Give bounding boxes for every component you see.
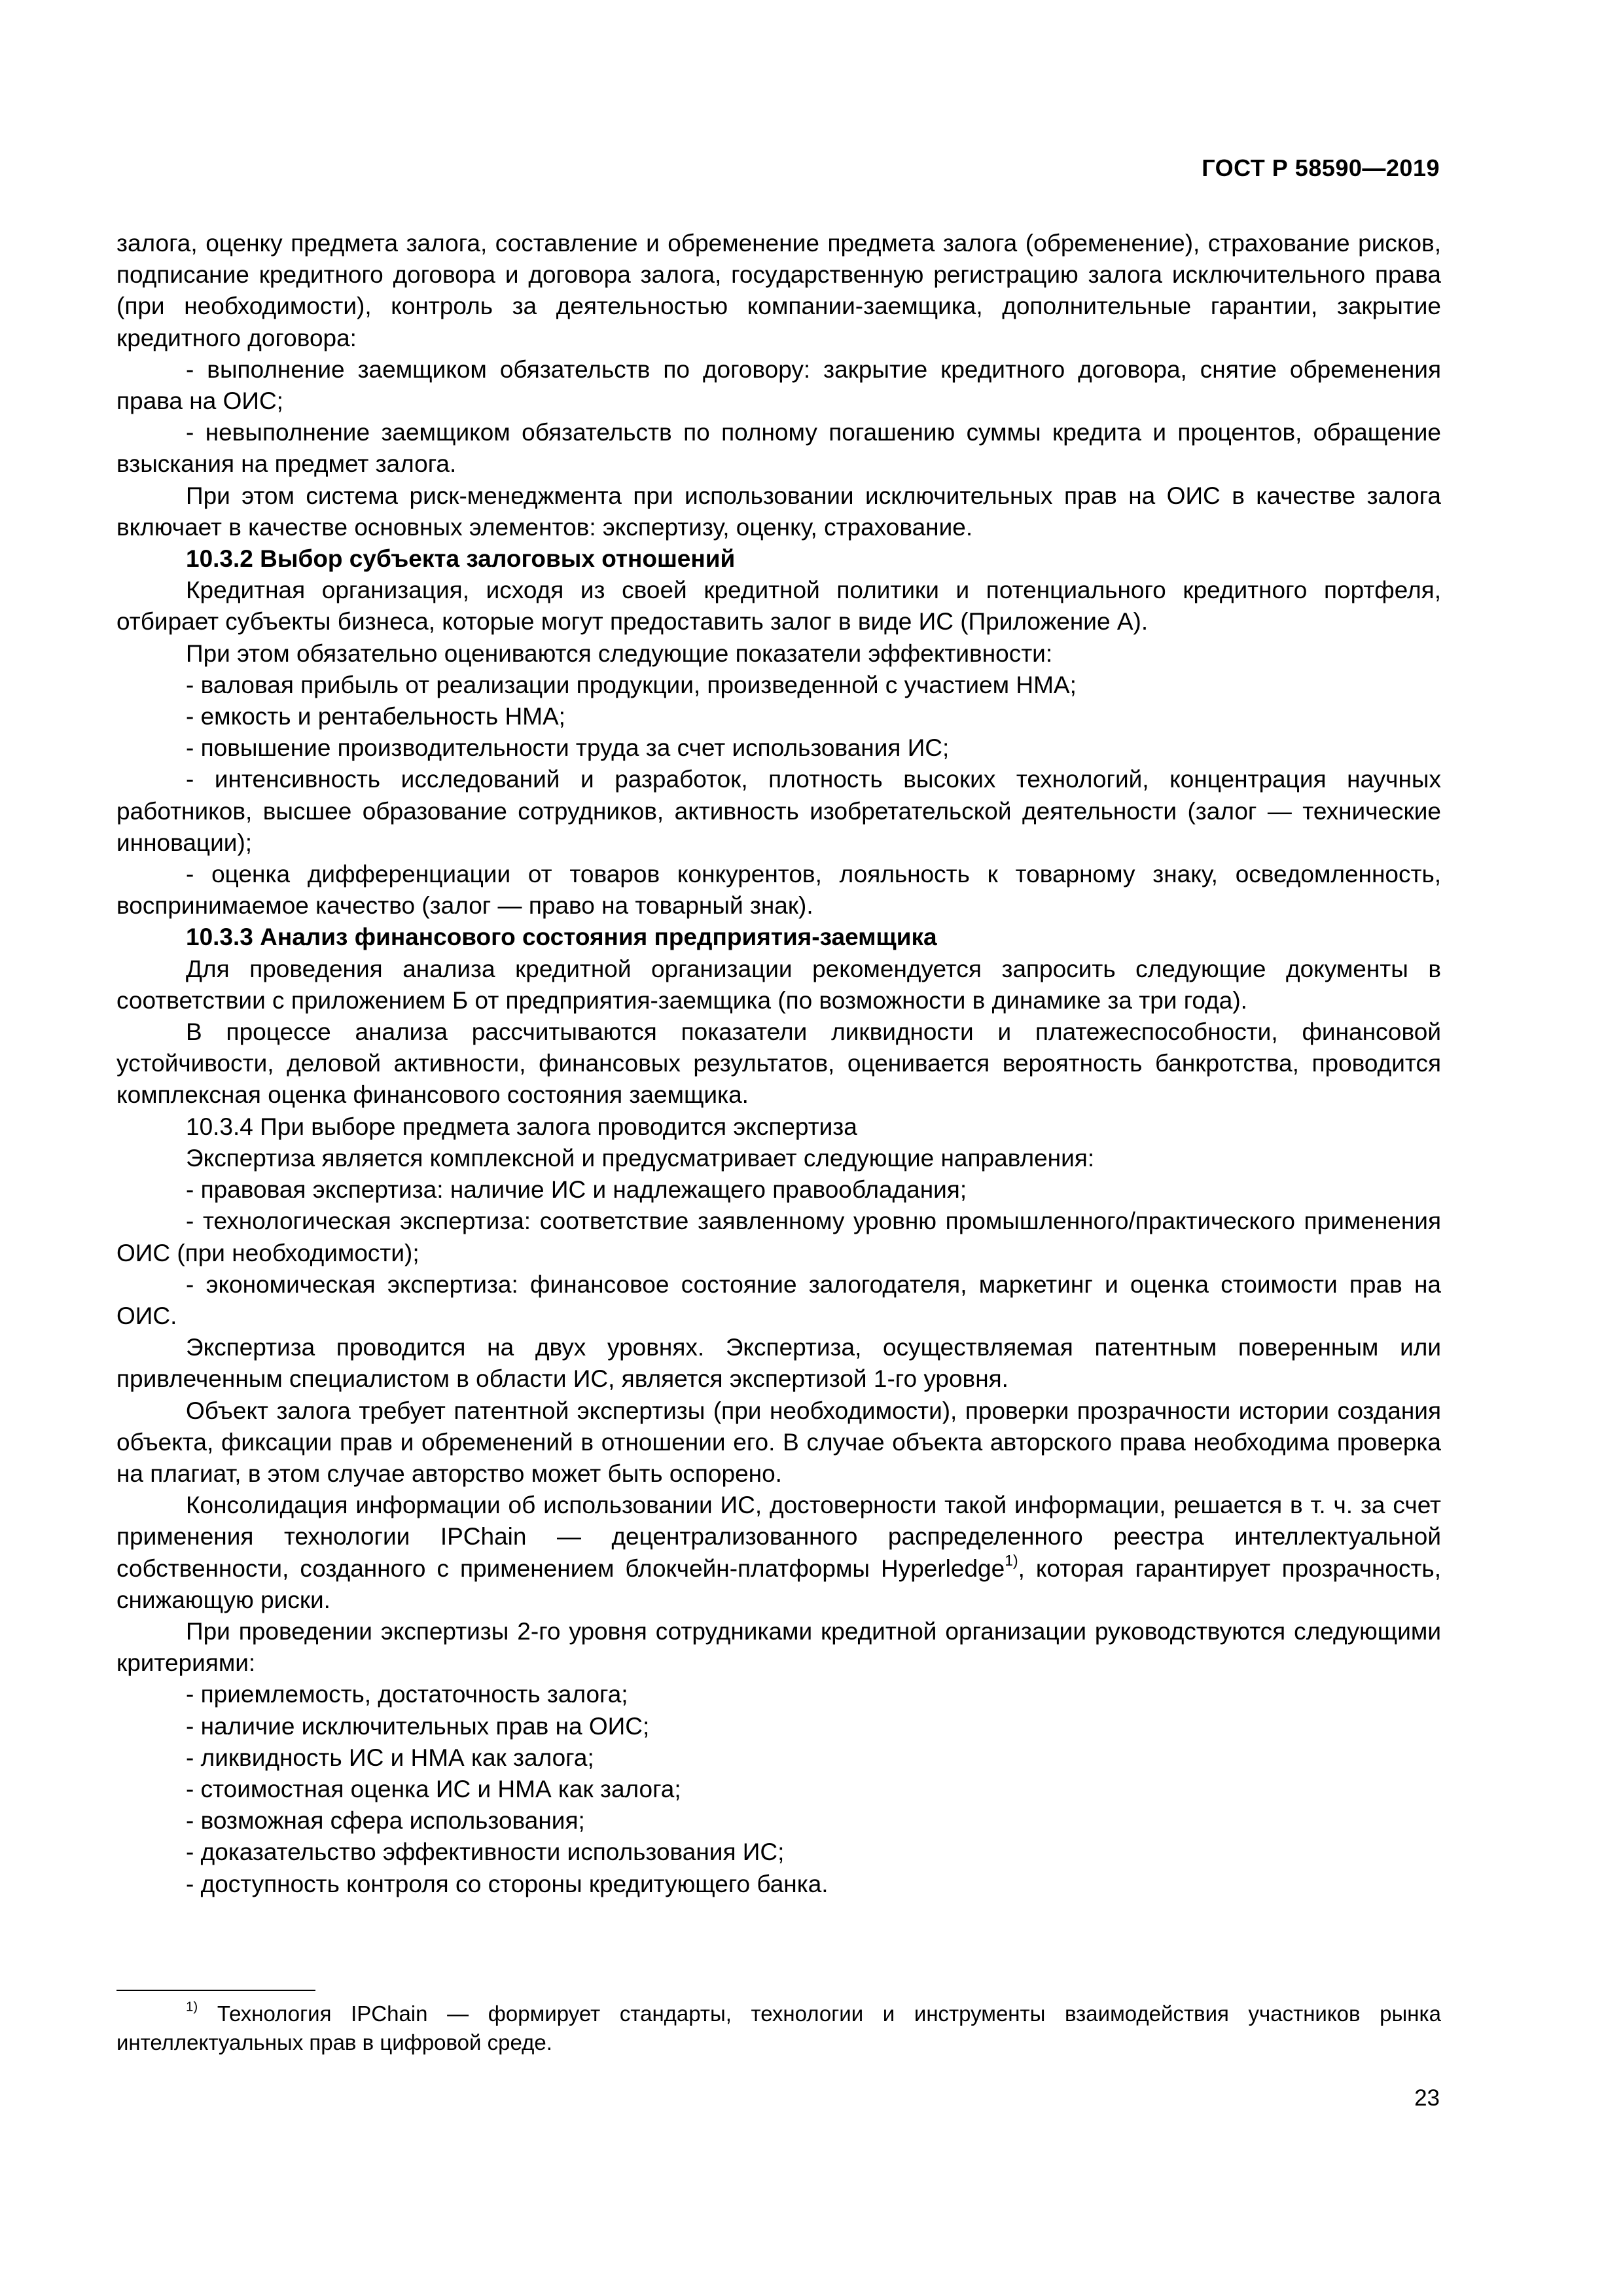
list-item: - оценка дифференциации от товаров конкурентов, лояльность к товарному знаку, осведомленность, воспринимаемое качество (залог — право на товарный знак).	[116, 861, 1441, 920]
footnote-body: Технология IPChain — формирует стандарты, технологии и инструменты взаимодействия участников рынка интеллектуальных прав в цифровой среде.	[116, 2001, 1441, 2054]
list-item: - повышение производительности труда за счет использования ИС;	[186, 734, 950, 762]
list-item: - валовая прибыль от реализации продукции, произведенной с участием НМА;	[186, 671, 1077, 698]
paragraph: Объект залога требует патентной экспертизы (при необходимости), проверки прозрачности истории создания объекта, фиксации прав и обременений в отношении его. В случае объекта авторского права необходима проверка на плагиат, в этом случае авторство может быть оспорено.	[116, 1397, 1441, 1487]
paragraph: Кредитная организация, исходя из своей кредитной политики и потенциального кредитного портфеля, отбирает субъекты бизнеса, которые могут предоставить залог в виде ИС (Приложение А).	[116, 577, 1441, 636]
paragraph	[116, 1490, 1441, 1616]
footnote-reference[interactable]: 1)	[1005, 1551, 1018, 1569]
paragraph-text: , которая гарантирует прозрачность, снижающую риски.	[116, 1554, 1441, 1613]
list-item: - правовая экспертиза: наличие ИС и надлежащего правообладания;	[186, 1176, 967, 1204]
page-number: 23	[1414, 2085, 1440, 2111]
section-heading-10-3-3: 10.3.3 Анализ финансового состояния предприятия-заемщика	[186, 924, 937, 951]
list-item: - приемлемость, достаточность залога;	[186, 1681, 628, 1708]
footnote-marker: 1)	[186, 1999, 198, 2015]
section-heading-10-3-2: 10.3.2 Выбор субъекта залоговых отношений	[186, 545, 736, 573]
footnote	[116, 2000, 1441, 2057]
paragraph: Экспертиза является комплексной и предусматривает следующие направления:	[186, 1144, 1095, 1172]
paragraph: Экспертиза проводится на двух уровнях. Экспертиза, осуществляемая патентным поверенным или привлеченным специалистом в области ИС, является экспертизой 1-го уровня.	[116, 1334, 1441, 1393]
list-item: - невыполнение заемщиком обязательств по полному погашению суммы кредита и процентов, обращение взыскания на предмет залога.	[116, 419, 1441, 478]
list-item: - интенсивность исследований и разработок, плотность высоких технологий, концентрация научных работников, высшее образование сотрудников, активность изобретательской деятельности (залог — технические инновации);	[116, 766, 1441, 856]
list-item: - выполнение заемщиком обязательств по договору: закрытие кредитного договора, снятие обременения права на ОИС;	[116, 355, 1441, 415]
paragraph: При проведении экспертизы 2-го уровня сотрудниками кредитной организации руководствуются следующими критериями:	[116, 1617, 1441, 1677]
paragraph: В процессе анализа рассчитываются показатели ликвидности и платежеспособности, финансовой устойчивости, деловой активности, финансовых результатов, оценивается вероятность банкротства, проводится комплексная оценка финансового состояния заемщика.	[116, 1018, 1441, 1109]
page-body	[116, 228, 1441, 1900]
standard-designation: ГОСТ Р 58590—2019	[1202, 154, 1440, 181]
paragraph: залога, оценку предмета залога, составление и обременение предмета залога (обременение), страхование рисков, подписание кредитного договора и договора залога, государственную регистрацию залога исключительного права (при необходимости), контроль за деятельностью компании-заемщика, дополнительные гарантии, закрытие кредитного договора:	[116, 230, 1441, 351]
paragraph: При этом система риск-менеджмента при использовании исключительных прав на ОИС в качестве залога включает в качестве основных элементов: экспертизу, оценку, страхование.	[116, 482, 1441, 541]
list-item: - возможная сфера использования;	[186, 1807, 585, 1835]
list-item: - емкость и рентабельность НМА;	[186, 703, 565, 730]
list-item: - стоимостная оценка ИС и НМА как залога;	[186, 1775, 681, 1803]
list-item: - экономическая экспертиза: финансовое состояние залогодателя, маркетинг и оценка стоимости прав на ОИС.	[116, 1270, 1441, 1329]
footnote-divider	[116, 1990, 315, 1991]
list-item: - технологическая экспертиза: соответствие заявленному уровню промышленного/практического применения ОИС (при необходимости);	[116, 1208, 1441, 1266]
paragraph: Для проведения анализа кредитной организации рекомендуется запросить следующие документы в соответствии с приложением Б от предприятия-заемщика (по возможности в динамике за три года).	[116, 955, 1441, 1014]
paragraph: При этом обязательно оцениваются следующие показатели эффективности:	[186, 639, 1053, 667]
list-item: - наличие исключительных прав на ОИС;	[186, 1712, 650, 1740]
list-item: - доступность контроля со стороны кредитующего банка.	[186, 1870, 829, 1897]
list-item: - ликвидность ИС и НМА как залога;	[186, 1744, 594, 1771]
list-item: - доказательство эффективности использования ИС;	[186, 1839, 785, 1866]
paragraph-text: Консолидация информации об использовании ИС, достоверности такой информации, решается в т. ч. за счет применения технологии IPChain — децентрализованного распределенного реестра интеллектуальной собственности, созданного с применением блокчейн-платформы Hyperledge	[116, 1492, 1441, 1582]
footnote-text	[116, 2000, 1441, 2057]
section-heading-10-3-4: 10.3.4 При выборе предмета залога проводится экспертиза	[186, 1113, 857, 1140]
